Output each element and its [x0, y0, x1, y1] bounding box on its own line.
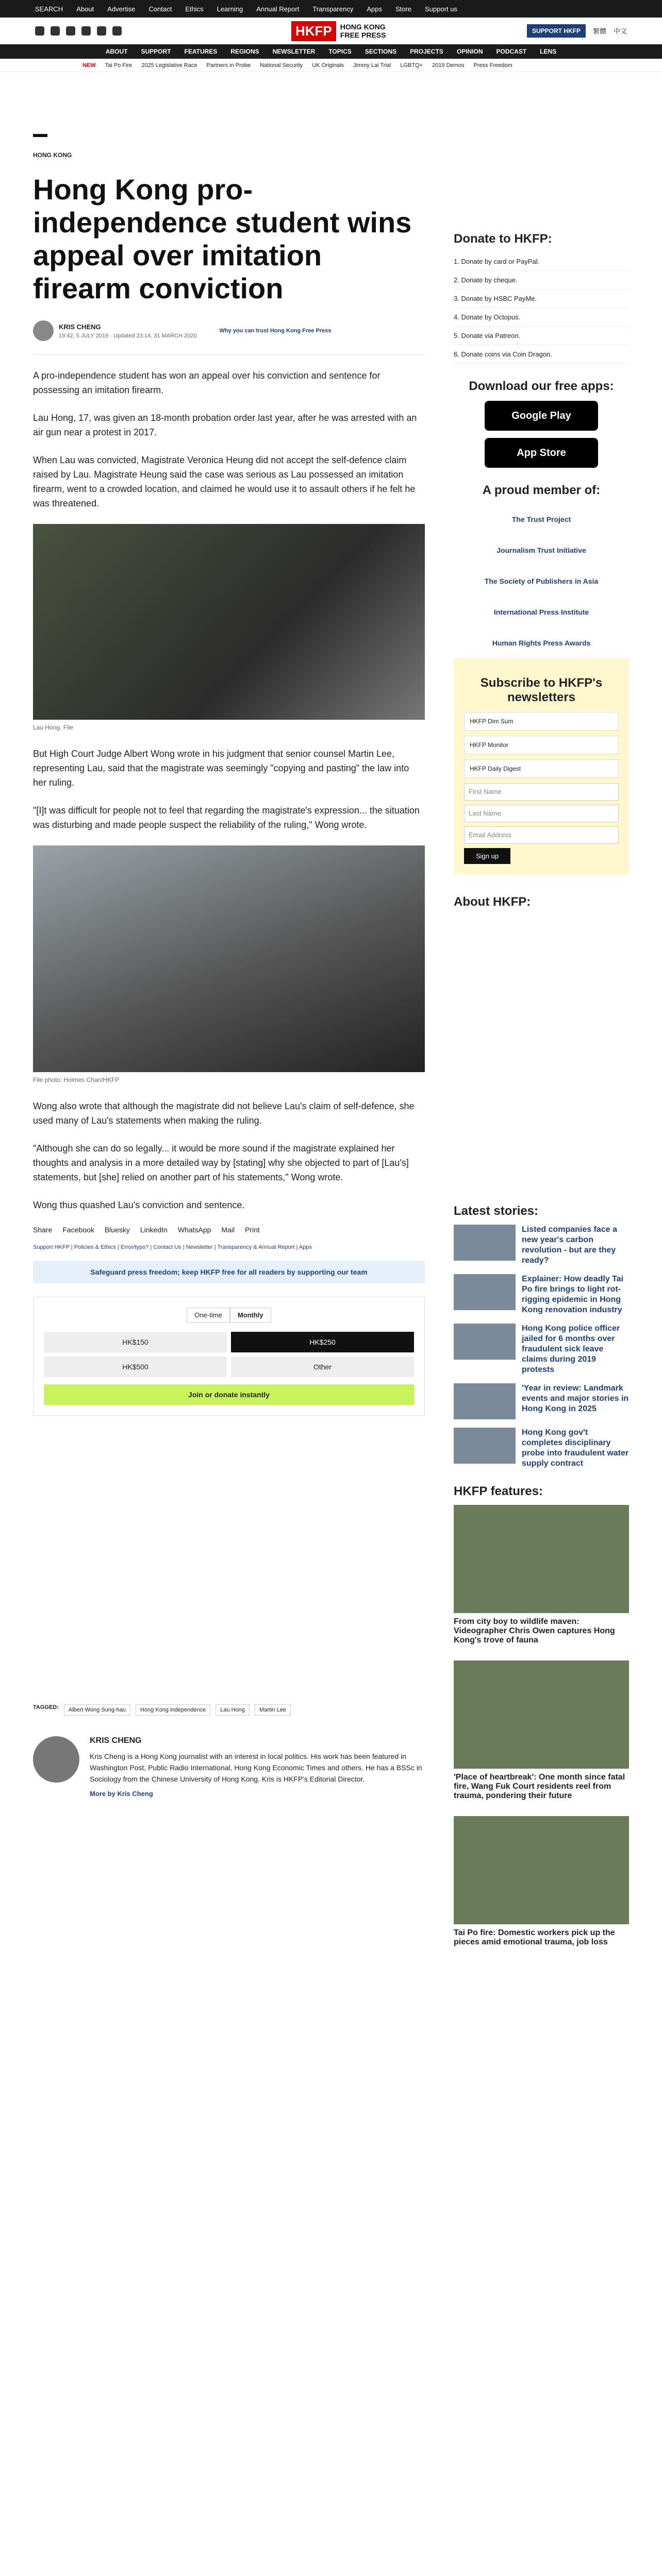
donate-heading: Donate to HKFP:	[454, 232, 552, 246]
topbar-ethics[interactable]: Ethics	[185, 5, 204, 13]
trending-link[interactable]: LGBTQ+	[400, 62, 423, 69]
nav-regions[interactable]: REGIONS	[230, 48, 259, 55]
feature-title[interactable]: 'Place of heartbreak': One month since fatal fire, Wang Fuk Court residents reel from trauma, pondering their future	[454, 1773, 625, 1800]
topbar-search[interactable]: SEARCH	[35, 5, 63, 13]
trending-link[interactable]: Partners in Probe	[206, 62, 251, 69]
tags	[33, 1704, 425, 1716]
photo-lau-hong	[33, 524, 425, 720]
newsletter-option[interactable]: HKFP Daily Digest	[464, 759, 619, 778]
apps-heading: Download our free apps:	[469, 379, 614, 393]
feature-thumb	[454, 1505, 629, 1613]
tab-monthly[interactable]: Monthly	[230, 1308, 271, 1323]
author-box-avatar[interactable]	[33, 1736, 79, 1783]
article-paragraph: Lau Hong, 17, was given an 18-month probation order last year, after he was arrested with an air gun near a protest in 2017.	[33, 413, 417, 437]
main-nav	[0, 44, 662, 59]
lang-trad[interactable]: 繁體	[592, 27, 606, 35]
author-box-bio: Kris Cheng is a Hong Kong journalist with an interest in local politics. His work has been featured in Washington Post, Public Radio International, Hong Kong Economic Times and others. He has a BSSc in Sociology from the Chinese University of Hong Kong. Kris is HKFP's Editorial Director.	[90, 1752, 422, 1783]
latest-heading: Latest stories:	[454, 1204, 539, 1218]
topbar-about[interactable]: About	[76, 5, 94, 13]
amount-option[interactable]: Other	[231, 1357, 414, 1377]
article-dates: 19:42, 5 JULY 2019 · Updated 23:14, 31 MARCH 2020	[59, 332, 197, 339]
story-item[interactable]	[454, 1428, 629, 1469]
donate-amounts	[44, 1332, 414, 1377]
story-title[interactable]: Hong Kong gov't completes disciplinary probe into fraudulent water supply contract	[522, 1428, 629, 1468]
article-paragraph: Wong thus quashed Lau's conviction and sentence.	[33, 1200, 245, 1210]
tag[interactable]: Albert Wong Sung-hau	[64, 1704, 130, 1716]
lang-cn[interactable]: 中文	[613, 27, 627, 35]
donate-option[interactable]: 4. Donate by Octopus.	[454, 308, 629, 327]
about-links	[454, 916, 629, 1204]
telegram-icon[interactable]	[112, 26, 122, 36]
nav-features[interactable]: FEATURES	[184, 48, 218, 55]
nav-about[interactable]: ABOUT	[105, 48, 128, 55]
feature-title[interactable]: From city boy to wildlife maven: Videographer Chris Owen captures Hong Kong's trove of fauna	[454, 1617, 615, 1645]
member-logo[interactable]: Human Rights Press Awards	[492, 639, 591, 647]
donate-option[interactable]: 2. Donate by cheque.	[454, 271, 629, 290]
join-button[interactable]: Join or donate instantly	[44, 1384, 414, 1405]
site-logo[interactable]	[291, 18, 392, 44]
share-label: Share	[33, 1226, 53, 1234]
feature-item[interactable]	[454, 1660, 629, 1801]
top-utility-bar	[0, 0, 662, 18]
photo-high-court	[33, 845, 425, 1072]
topbar-store[interactable]: Store	[395, 5, 412, 13]
author-box-name[interactable]: KRIS CHENG	[90, 1736, 142, 1745]
nav-lens[interactable]: LENS	[540, 48, 557, 55]
share-mail[interactable]: Mail	[221, 1226, 235, 1234]
donate-option[interactable]: 3. Donate by HSBC PayMe.	[454, 290, 629, 308]
topbar-support[interactable]: Support us	[425, 5, 457, 13]
article-title: Hong Kong pro-independence student wins appeal over imitation firearm conviction	[33, 173, 412, 304]
email-field[interactable]: Email Address	[464, 826, 619, 844]
story-thumb	[454, 1383, 516, 1419]
trending-link[interactable]: 2025 Legislative Race	[141, 62, 197, 69]
google-play-button[interactable]: Google Play	[485, 401, 598, 431]
nav-newsletter[interactable]: NEWSLETTER	[272, 48, 316, 55]
author-more-link[interactable]: More by Kris Cheng	[90, 1790, 153, 1798]
trending-link[interactable]: Tai Po Fire	[105, 62, 133, 69]
trending-link[interactable]: 2019 Demos	[432, 62, 465, 69]
member-logo[interactable]: The Society of Publishers in Asia	[484, 577, 599, 585]
nav-opinion[interactable]: OPINION	[456, 48, 483, 55]
byline	[33, 320, 425, 341]
nav-projects[interactable]: PROJECTS	[410, 48, 443, 55]
story-thumb	[454, 1225, 516, 1261]
nav-support[interactable]: SUPPORT	[141, 48, 171, 55]
story-item[interactable]	[454, 1383, 629, 1419]
share-print[interactable]: Print	[245, 1226, 260, 1234]
youtube-icon[interactable]	[81, 26, 91, 36]
share-bluesky[interactable]: Bluesky	[104, 1226, 130, 1234]
divider	[33, 354, 425, 355]
header-right	[527, 24, 627, 38]
tag[interactable]: Lau Hong	[216, 1704, 250, 1716]
tag[interactable]: Hong Kong independence	[136, 1704, 210, 1716]
story-item[interactable]	[454, 1274, 629, 1315]
story-thumb	[454, 1324, 516, 1360]
topbar-learning[interactable]: Learning	[217, 5, 243, 13]
story-title[interactable]: Hong Kong police officer jailed for 6 months over fraudulent sick leave claims during 2019 protests	[522, 1324, 620, 1374]
signup-button[interactable]: Sign up	[464, 848, 510, 864]
article	[33, 134, 425, 1798]
author-box	[33, 1736, 425, 1798]
newsletter-heading: Subscribe to HKFP's newsletters	[480, 676, 603, 704]
newsletter-widget	[454, 658, 629, 874]
amount-option[interactable]: HK$500	[44, 1357, 227, 1377]
feature-thumb	[454, 1816, 629, 1924]
topbar-apps[interactable]: Apps	[367, 5, 382, 13]
feature-item[interactable]	[454, 1505, 629, 1645]
nav-sections[interactable]: SECTIONS	[365, 48, 397, 55]
last-name-field[interactable]: Last Name	[464, 805, 619, 822]
support-hkfp-button[interactable]: SUPPORT HKFP	[527, 24, 586, 38]
story-title[interactable]: 'Year in review: Landmark events and major stories in Hong Kong in 2025	[522, 1384, 629, 1413]
title-rule	[33, 134, 47, 137]
feature-item[interactable]	[454, 1816, 629, 1947]
author-name[interactable]: KRIS CHENG	[59, 323, 101, 331]
donate-option[interactable]: 6. Donate coins via Coin Dragon.	[454, 345, 629, 364]
share-linkedin[interactable]: LinkedIn	[140, 1226, 168, 1234]
share-facebook[interactable]: Facebook	[62, 1226, 94, 1234]
social-links	[35, 26, 122, 36]
feature-thumb	[454, 1660, 629, 1769]
feature-title[interactable]: Tai Po fire: Domestic workers pick up the pieces amid emotional trauma, job loss	[454, 1928, 615, 1946]
story-thumb	[454, 1274, 516, 1310]
trending-link[interactable]: Press Freedom	[473, 62, 512, 69]
trending-link[interactable]: National Security	[260, 62, 303, 69]
share-bar	[33, 1226, 425, 1234]
article-category[interactable]: HONG KONG	[33, 151, 72, 159]
photo-caption: File photo: Holmes Chan/HKFP	[33, 1076, 120, 1083]
donate-option[interactable]: 1. Donate by card or PayPal.	[454, 252, 629, 271]
member-logo[interactable]: Journalism Trust Initiative	[496, 546, 586, 554]
article-paragraph: But High Court Judge Albert Wong wrote in his judgment that senior counsel Martin Lee, representing Lau, said that the magistrate was seemingly "copying and pasting" the law into her ruling.	[33, 749, 409, 788]
story-item[interactable]	[454, 1324, 629, 1375]
photo-caption: Lau Hong. File	[33, 724, 74, 731]
story-item[interactable]	[454, 1225, 629, 1266]
x-icon[interactable]	[51, 26, 60, 36]
member-logo[interactable]: The Trust Project	[511, 515, 571, 523]
article-paragraph: "Although she can do so legally... it would be more sound if the magistrate explained her thoughts and analysis in a more detailed way by [stating] why she objected to part of [Lau's] statements, but [she] relied on another part of his statements," Wong wrote.	[33, 1143, 409, 1182]
trending-link[interactable]: UK Originals	[312, 62, 344, 69]
article-paragraph: A pro-independence student has won an appeal over his conviction and sentence for possessing an imitation firearm.	[33, 370, 380, 395]
footer-links[interactable]: Support HKFP | Policies & Ethics | Error/typo? | Contact Us | Newsletter | Transparency & Annual Report | Apps	[33, 1244, 312, 1250]
donate-option[interactable]: 5. Donate via Patreon.	[454, 327, 629, 345]
trending-bar	[0, 59, 662, 72]
about-heading: About HKFP:	[454, 895, 531, 909]
nav-podcast[interactable]: PODCAST	[496, 48, 527, 55]
trending-link[interactable]: Jimmy Lai Trial	[353, 62, 391, 69]
logo-text: HONG KONG FREE PRESS	[340, 23, 386, 39]
story-thumb	[454, 1428, 516, 1464]
logo-mark: HKFP	[291, 21, 336, 41]
app-store-button[interactable]: App Store	[485, 438, 598, 468]
facebook-icon[interactable]	[35, 26, 44, 36]
member-logo[interactable]: International Press Institute	[493, 608, 589, 616]
support-banner[interactable]: Safeguard press freedom; keep HKFP free for all readers by supporting our team	[33, 1261, 425, 1283]
article-paragraph: "[I]t was difficult for people not to feel that regarding the magistrate's expression... the situation was disturbing and made people suspect the reliability of the ruling," Wong wrote.	[33, 805, 420, 830]
newsletter-option[interactable]: HKFP Monitor	[464, 736, 619, 754]
amount-option[interactable]: HK$150	[44, 1332, 227, 1352]
topbar-advertise[interactable]: Advertise	[107, 5, 136, 13]
sidebar	[454, 232, 629, 1962]
amount-option[interactable]: HK$250	[231, 1332, 414, 1352]
tags-label: TAGGED:	[33, 1704, 59, 1710]
author-avatar[interactable]	[33, 320, 54, 341]
story-title[interactable]: Explainer: How deadly Tai Po fire brings to light rot-rigging epidemic in Hong Kong renovation industry	[522, 1275, 624, 1314]
article-paragraph: When Lau was convicted, Magistrate Veronica Heung did not accept the self-defence claim raised by Lau. Magistrate Heung said the case was serious as Lau possessed an imitation firearm, went to a crowded location, and claimed he would use it to assault others if he felt he was threatened.	[33, 455, 416, 509]
topbar-annual-report[interactable]: Annual Report	[256, 5, 300, 13]
features-heading: HKFP features:	[454, 1484, 543, 1498]
donate-tabs	[44, 1308, 414, 1323]
topbar-contact[interactable]: Contact	[148, 5, 172, 13]
donate-widget	[33, 1297, 425, 1416]
newsletter-option[interactable]: HKFP Dim Sum	[464, 712, 619, 731]
trending-new-badge: NEW	[82, 62, 96, 69]
first-name-field[interactable]: First Name	[464, 783, 619, 801]
article-paragraph: Wong also wrote that although the magistrate did not believe Lau's claim of self-defence, she used many of Lau's statements when making the ruling.	[33, 1101, 415, 1126]
member-heading: A proud member of:	[482, 483, 601, 497]
instagram-icon[interactable]	[66, 26, 75, 36]
tab-one-time[interactable]: One-time	[187, 1308, 229, 1323]
share-whatsapp[interactable]: WhatsApp	[177, 1226, 211, 1234]
story-title[interactable]: Listed companies face a new year's carbon revolution - but are they ready?	[522, 1225, 617, 1265]
threads-icon[interactable]	[97, 26, 106, 36]
tag[interactable]: Martin Lee	[255, 1704, 291, 1716]
topbar-transparency[interactable]: Transparency	[312, 5, 354, 13]
trust-link[interactable]: Why you can trust Hong Kong Free Press	[219, 328, 332, 334]
nav-topics[interactable]: TOPICS	[328, 48, 352, 55]
